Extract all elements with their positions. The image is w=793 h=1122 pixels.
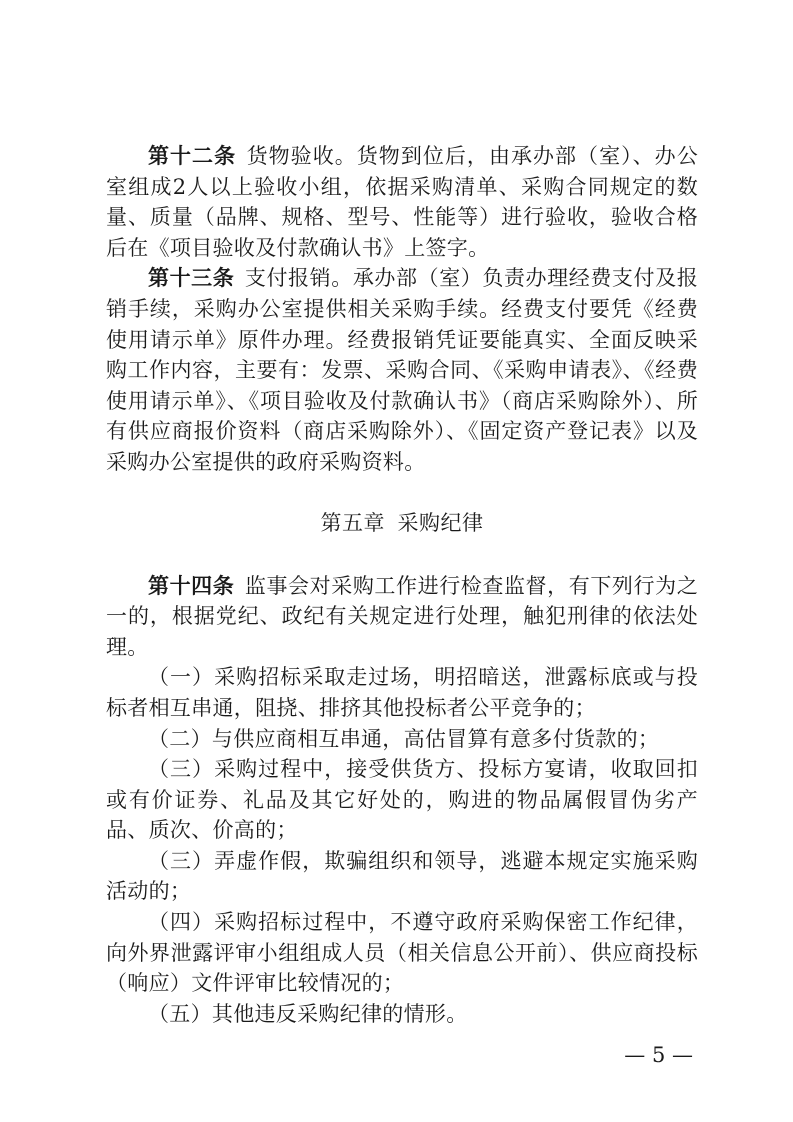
article-14-item-6: （五）其他违反采购纪律的情形。	[148, 1001, 468, 1026]
article-14-item-1: （一）采购招标采取走过场，明招暗送，泄露标底或与投标者相互串通，阻挠、排挤其他投标者公平竞争的；	[106, 665, 698, 720]
article-13	[106, 263, 698, 477]
article-14-item-2: （二）与供应商相互串通，高估冒算有意多付货款的；	[148, 726, 660, 751]
chapter-heading	[106, 508, 698, 538]
article-13-label: 第十三条	[148, 266, 235, 291]
chapter-title: 采购纪律	[397, 510, 484, 535]
article-12-text: 货物验收。货物到位后，由承办部（室）、办公室组成2人以上验收小组，依据采购清单、采购合同规定的数量、质量（品牌、规格、型号、性能等）进行验收，验收合格后在《项目验收及付款确认书》上签字。	[106, 144, 698, 260]
article-13-text: 支付报销。承办部（室）负责办理经费支付及报销手续，采购办公室提供相关采购手续。经费支付要凭《经费使用请示单》原件办理。经费报销凭证要能真实、全面反映采购工作内容，主要有：发票、采购合同、《采购申请表》、《经费使用请示单》、《项目验收及付款确认书》（商店采购除外）、所有供应商报价资料（商店采购除外）、《固定资产登记表》以及采购办公室提供的政府采购资料。	[106, 266, 698, 474]
article-14	[106, 571, 698, 663]
article-12	[106, 141, 698, 263]
article-12-label: 第十二条	[148, 144, 237, 168]
chapter-number: 第五章	[320, 510, 385, 535]
article-14-item-4: （三）弄虚作假，欺骗组织和领导，逃避本规定实施采购活动的；	[106, 848, 698, 904]
article-14-label: 第十四条	[148, 573, 235, 598]
article-14-item-3: （三）采购过程中，接受供货方、投标方宴请，收取回扣或有价证券、礼品及其它好处的，购进的物品属假冒伪劣产品、质次、价高的；	[106, 757, 698, 843]
page-content	[106, 141, 698, 1029]
article-14-text: 监事会对采购工作进行检查监督，有下列行为之一的，根据党纪、政纪有关规定进行处理，触犯刑律的依法处理。	[106, 573, 698, 659]
page-number: — 5 —	[624, 1043, 693, 1067]
article-14-item-5: （四）采购招标过程中，不遵守政府采购保密工作纪律，向外界泄露评审小组组成人员（相关信息公开前）、供应商投标（响应）文件评审比较情况的；	[106, 910, 698, 996]
